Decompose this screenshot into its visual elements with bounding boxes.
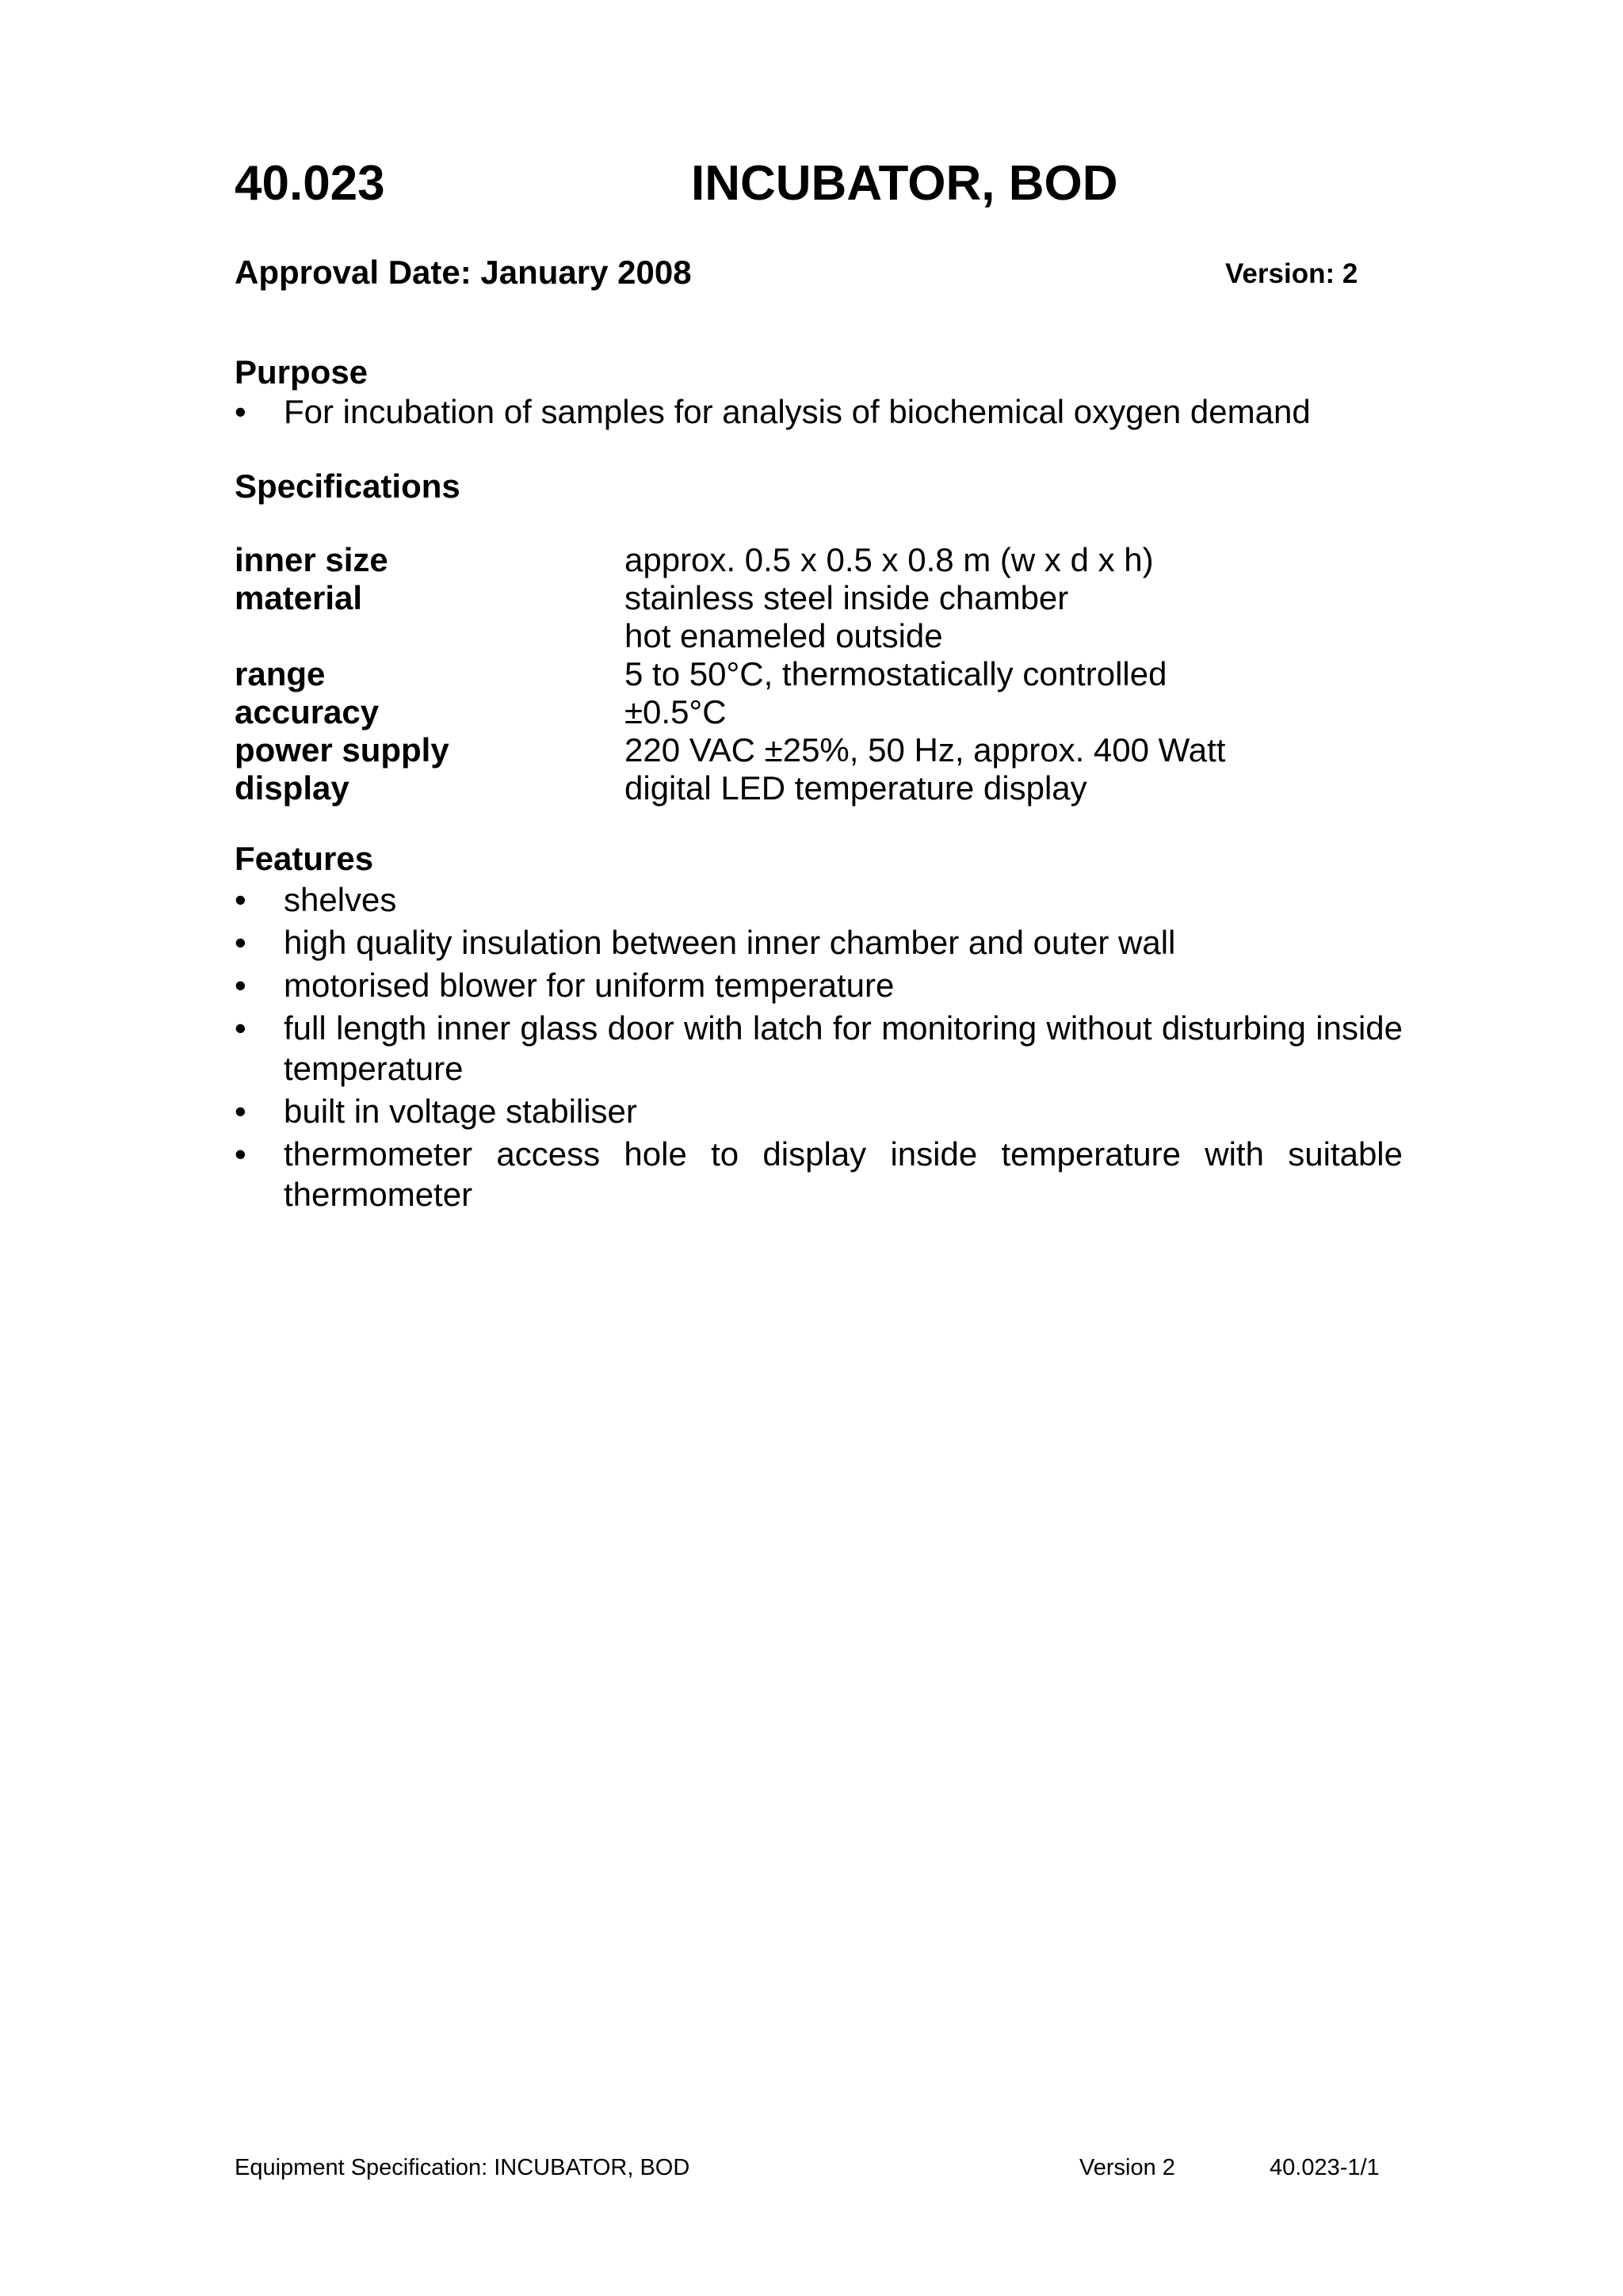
list-item bbox=[235, 1134, 1403, 1215]
spec-value: hot enameled outside bbox=[624, 617, 943, 654]
spec-label: inner size bbox=[235, 541, 388, 578]
document-title: INCUBATOR, BOD bbox=[691, 156, 1118, 211]
bullet-icon: • bbox=[235, 881, 246, 918]
purpose-item-text: For incubation of samples for analysis of biochemical oxygen demand bbox=[284, 393, 1311, 430]
feature-item-text: thermometer access hole to display inside temperature with suitable thermometer bbox=[284, 1135, 1403, 1213]
bullet-icon: • bbox=[235, 1135, 246, 1173]
table-row bbox=[235, 579, 1225, 617]
list-item bbox=[235, 391, 1403, 432]
approval-date: Approval Date: January 2008 bbox=[235, 254, 692, 291]
footer-document-label: Equipment Specification: INCUBATOR, BOD bbox=[235, 2155, 690, 2180]
spec-label: power supply bbox=[235, 731, 449, 769]
spec-value: digital LED temperature display bbox=[624, 769, 1087, 807]
bullet-icon: • bbox=[235, 393, 246, 430]
spec-label: material bbox=[235, 579, 363, 616]
bullet-icon: • bbox=[235, 1009, 246, 1047]
document-number: 40.023 bbox=[235, 156, 385, 211]
feature-item-text: motorised blower for uniform temperature bbox=[284, 967, 895, 1004]
list-item bbox=[235, 1008, 1403, 1089]
features-heading: Features bbox=[235, 840, 374, 877]
table-row bbox=[235, 541, 1225, 579]
bullet-icon: • bbox=[235, 1093, 246, 1130]
list-item bbox=[235, 1091, 1403, 1131]
footer-page-number: 40.023-1/1 bbox=[1270, 2155, 1380, 2180]
feature-item-text: shelves bbox=[284, 881, 397, 918]
table-row bbox=[235, 655, 1225, 693]
feature-item-text: built in voltage stabiliser bbox=[284, 1093, 637, 1130]
specifications-heading: Specifications bbox=[235, 467, 460, 505]
feature-item-text: high quality insulation between inner chamber and outer wall bbox=[284, 924, 1176, 961]
purpose-heading: Purpose bbox=[235, 353, 369, 391]
bullet-icon: • bbox=[235, 924, 246, 961]
spec-label: display bbox=[235, 769, 349, 807]
list-item bbox=[235, 879, 1403, 920]
spec-value: 220 VAC ±25%, 50 Hz, approx. 400 Watt bbox=[624, 731, 1226, 769]
feature-item-text: full length inner glass door with latch for monitoring without disturbing inside temperature bbox=[284, 1009, 1403, 1087]
spec-value: stainless steel inside chamber bbox=[624, 579, 1069, 616]
table-row bbox=[235, 693, 1225, 731]
specifications-table bbox=[235, 541, 1225, 807]
features-list bbox=[235, 879, 1403, 1217]
bullet-icon: • bbox=[235, 967, 246, 1004]
spec-label: range bbox=[235, 655, 326, 692]
purpose-list bbox=[235, 391, 1403, 434]
spec-value: 5 to 50°C, thermostatically controlled bbox=[624, 655, 1167, 692]
table-row bbox=[235, 769, 1225, 807]
footer-version: Version 2 bbox=[1079, 2155, 1175, 2180]
spec-label bbox=[235, 617, 624, 655]
spec-label: accuracy bbox=[235, 693, 380, 730]
spec-value: approx. 0.5 x 0.5 x 0.8 m (w x d x h) bbox=[624, 541, 1154, 578]
list-item bbox=[235, 922, 1403, 963]
table-row bbox=[235, 617, 1225, 655]
version-label: Version: 2 bbox=[1225, 258, 1358, 289]
table-row bbox=[235, 731, 1225, 769]
list-item bbox=[235, 965, 1403, 1005]
spec-value: ±0.5°C bbox=[624, 693, 727, 730]
